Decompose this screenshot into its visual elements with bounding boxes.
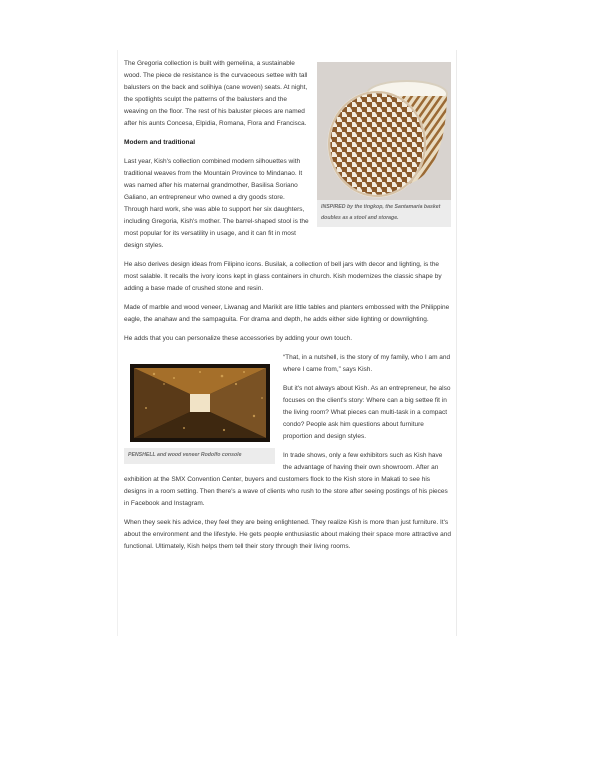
paragraph-8: In trade shows, only a few exhibitors such as Kish have the advantage of having their own showroom. After an exhibition at the SMX Convention Center, buyers and customers flock to the Kish store in Makati to see his designs in a room setting. Then there's a wave of clients who rush to the store after seeing postings of his pieces in Facebook and Instagram. — [124, 452, 448, 507]
article-body — [124, 58, 451, 560]
paragraph-2: Last year, Kish's collection combined modern silhouettes with traditional weaves from the Mountain Province to Mindanao. It was named after his maternal grandmother, Basilisa Soriano Galiano, an entrepreneur who owned a dry goods store. Through hard work, she was able to support her six daughters, including Gregoria, Kish's mother. The barrel-shaped stool is the most popular for its versatility in usage, and it can fit in most design styles. — [124, 158, 309, 249]
paragraph-6: “That, in a nutshell, is the story of my family, who I am and where I came from,” says Kish. — [283, 354, 451, 373]
paragraph-3: He also derives design ideas from Filipino icons. Busilak, a collection of bell jars with decor and lighting, is the most salable. It recalls the ivory icons kept in glass containers in church. Kish modernizes the classic shape by adding a base made of crushed stone and resin. — [124, 261, 442, 292]
stool-figure — [317, 62, 451, 227]
section-heading: Modern and traditional — [124, 139, 196, 146]
console-caption: PENSHELL and wood veneer Rodolfo console — [128, 452, 242, 458]
paragraph-9: When they seek his advice, they feel they are being enlightened. They realize Kish is more than just furniture. It's about the environment and the lifestyle. He gets people enthusiastic about making their space more attractive and functional. Ultimately, Kish helps them tell their story through their living rooms. — [124, 519, 451, 550]
paragraph-5: He adds that you can personalize these accessories by adding your own touch. — [124, 335, 352, 342]
console-photo — [124, 358, 275, 448]
paragraph-7: But it's not always about Kish. As an entrepreneur, he also focuses on the client's story: Where can a big settee fit in the living room? What pieces can multi-task in a compact condo? People ask him questions about furniture proportion and design styles. — [283, 385, 451, 440]
console-figure — [124, 358, 275, 464]
paragraph-1: The Gregoria collection is built with gemelina, a sustainable wood. The piece de resistance is the curvaceous settee with tall balusters on the back and solihiya (cane woven) seats. At night, the spotlights sculpt the patterns of the balusters and the weaving on the floor. The rest of his baluster pieces are named after his aunts Concesa, Elpidia, Romana, Flora and Francisca. — [124, 60, 308, 127]
stool-caption: INSPIRED by the tingkop, the Santamaria basket doubles as a stool and storage. — [321, 204, 441, 221]
stool-photo — [317, 62, 451, 200]
paragraph-4: Made of marble and wood veneer, Liwanag and Marikit are little tables and planters embossed with the Philippine eagle, the anahaw and the sampaguita. For drama and depth, he adds either side lighting or downlighting. — [124, 304, 450, 323]
